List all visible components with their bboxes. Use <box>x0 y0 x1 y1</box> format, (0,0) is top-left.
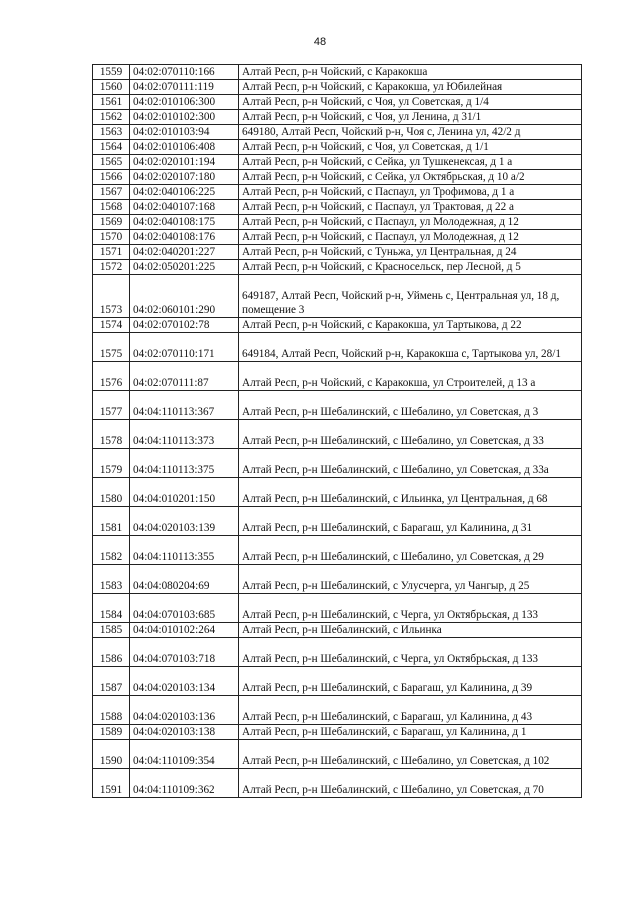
cadastral-number-cell: 04:04:110113:355 <box>130 536 239 565</box>
row-number-cell: 1578 <box>93 420 130 449</box>
cadastral-number-cell: 04:02:010106:408 <box>130 140 239 155</box>
cadastral-number-cell: 04:04:020103:136 <box>130 696 239 725</box>
table-row <box>93 362 582 391</box>
row-number-cell: 1574 <box>93 318 130 333</box>
table-row <box>93 155 582 170</box>
cadastral-number-cell: 04:02:010102:300 <box>130 110 239 125</box>
address-cell: Алтай Респ, р-н Чойский, с Сейка, ул Октябрьская, д 10 а/2 <box>239 170 582 185</box>
cadastral-number-cell: 04:02:020107:180 <box>130 170 239 185</box>
row-number-cell: 1589 <box>93 725 130 740</box>
table-row <box>93 667 582 696</box>
address-cell: Алтай Респ, р-н Шебалинский, с Барагаш, ул Калинина, д 43 <box>239 696 582 725</box>
cadastral-number-cell: 04:04:080204:69 <box>130 565 239 594</box>
row-number-cell: 1580 <box>93 478 130 507</box>
cadastral-number-cell: 04:04:110113:367 <box>130 391 239 420</box>
table-row <box>93 260 582 275</box>
table-row <box>93 185 582 200</box>
address-cell: Алтай Респ, р-н Шебалинский, с Ильинка, ул Центральная, д 68 <box>239 478 582 507</box>
address-cell: Алтай Респ, р-н Шебалинский, с Барагаш, ул Калинина, д 39 <box>239 667 582 696</box>
table-row <box>93 230 582 245</box>
row-number-cell: 1559 <box>93 65 130 80</box>
row-number-cell: 1585 <box>93 623 130 638</box>
cadastral-number-cell: 04:02:040107:168 <box>130 200 239 215</box>
cadastral-number-cell: 04:04:110109:362 <box>130 769 239 798</box>
table-row <box>93 449 582 478</box>
address-cell: Алтай Респ, р-н Чойский, с Каракокша, ул Тартыкова, д 22 <box>239 318 582 333</box>
address-cell: Алтай Респ, р-н Чойский, с Паспаул, ул Молодежная, д 12 <box>239 215 582 230</box>
row-number-cell: 1587 <box>93 667 130 696</box>
row-number-cell: 1575 <box>93 333 130 362</box>
row-number-cell: 1567 <box>93 185 130 200</box>
row-number-cell: 1563 <box>93 125 130 140</box>
address-cell: Алтай Респ, р-н Шебалинский, с Шебалино, ул Советская, д 102 <box>239 740 582 769</box>
cadastral-number-cell: 04:02:070102:78 <box>130 318 239 333</box>
row-number-cell: 1568 <box>93 200 130 215</box>
table-row <box>93 769 582 798</box>
table-row <box>93 740 582 769</box>
table-row <box>93 318 582 333</box>
address-cell: Алтай Респ, р-н Чойский, с Сейка, ул Тушкенексая, д 1 а <box>239 155 582 170</box>
cadastral-number-cell: 04:04:010102:264 <box>130 623 239 638</box>
address-cell: Алтай Респ, р-н Шебалинский, с Ильинка <box>239 623 582 638</box>
cadastral-number-cell: 04:02:040108:176 <box>130 230 239 245</box>
table-row <box>93 245 582 260</box>
cadastral-number-cell: 04:02:010106:300 <box>130 95 239 110</box>
table-row <box>93 95 582 110</box>
table-row <box>93 536 582 565</box>
page-number: 48 <box>313 36 327 48</box>
cadastral-number-cell: 04:04:110113:375 <box>130 449 239 478</box>
cadastral-number-cell: 04:04:020103:134 <box>130 667 239 696</box>
cadastral-number-cell: 04:02:040201:227 <box>130 245 239 260</box>
registry-table-body <box>93 65 582 798</box>
address-cell: Алтай Респ, р-н Шебалинский, с Барагаш, ул Калинина, д 1 <box>239 725 582 740</box>
row-number-cell: 1576 <box>93 362 130 391</box>
address-cell: 649184, Алтай Респ, Чойский р-н, Каракокша с, Тартыкова ул, 28/1 <box>239 333 582 362</box>
table-row <box>93 80 582 95</box>
table-row <box>93 125 582 140</box>
row-number-cell: 1562 <box>93 110 130 125</box>
cadastral-number-cell: 04:02:060101:290 <box>130 275 239 318</box>
cadastral-number-cell: 04:04:010201:150 <box>130 478 239 507</box>
address-cell: Алтай Респ, р-н Шебалинский, с Шебалино, ул Советская, д 3 <box>239 391 582 420</box>
cadastral-number-cell: 04:02:040106:225 <box>130 185 239 200</box>
cadastral-number-cell: 04:02:010103:94 <box>130 125 239 140</box>
row-number-cell: 1571 <box>93 245 130 260</box>
address-cell: Алтай Респ, р-н Чойский, с Чоя, ул Советская, д 1/4 <box>239 95 582 110</box>
cadastral-number-cell: 04:04:020103:138 <box>130 725 239 740</box>
cadastral-number-cell: 04:02:040108:175 <box>130 215 239 230</box>
address-cell: Алтай Респ, р-н Чойский, с Паспаул, ул Трофимова, д 1 а <box>239 185 582 200</box>
row-number-cell: 1561 <box>93 95 130 110</box>
cadastral-number-cell: 04:04:070103:685 <box>130 594 239 623</box>
row-number-cell: 1588 <box>93 696 130 725</box>
table-row <box>93 623 582 638</box>
table-row <box>93 215 582 230</box>
address-cell: Алтай Респ, р-н Шебалинский, с Шебалино, ул Советская, д 33а <box>239 449 582 478</box>
cadastral-number-cell: 04:04:070103:718 <box>130 638 239 667</box>
address-cell: Алтай Респ, р-н Шебалинский, с Барагаш, ул Калинина, д 31 <box>239 507 582 536</box>
cadastral-number-cell: 04:04:110113:373 <box>130 420 239 449</box>
row-number-cell: 1584 <box>93 594 130 623</box>
row-number-cell: 1579 <box>93 449 130 478</box>
address-cell: Алтай Респ, р-н Чойский, с Красносельск, пер Лесной, д 5 <box>239 260 582 275</box>
address-cell: Алтай Респ, р-н Чойский, с Чоя, ул Советская, д 1/1 <box>239 140 582 155</box>
table-row <box>93 391 582 420</box>
table-row <box>93 110 582 125</box>
table-row <box>93 170 582 185</box>
address-cell: Алтай Респ, р-н Шебалинский, с Черга, ул Октябрьская, д 133 <box>239 594 582 623</box>
row-number-cell: 1573 <box>93 275 130 318</box>
row-number-cell: 1577 <box>93 391 130 420</box>
row-number-cell: 1591 <box>93 769 130 798</box>
table-row <box>93 420 582 449</box>
address-cell: Алтай Респ, р-н Чойский, с Паспаул, ул Молодежная, д 12 <box>239 230 582 245</box>
table-row <box>93 696 582 725</box>
table-row <box>93 594 582 623</box>
row-number-cell: 1560 <box>93 80 130 95</box>
cadastral-number-cell: 04:02:070111:119 <box>130 80 239 95</box>
cadastral-number-cell: 04:02:020101:194 <box>130 155 239 170</box>
row-number-cell: 1572 <box>93 260 130 275</box>
cadastral-number-cell: 04:04:020103:139 <box>130 507 239 536</box>
address-cell: Алтай Респ, р-н Шебалинский, с Шебалино, ул Советская, д 70 <box>239 769 582 798</box>
address-cell: Алтай Респ, р-н Чойский, с Каракокша <box>239 65 582 80</box>
table-row <box>93 65 582 80</box>
address-cell: Алтай Респ, р-н Чойский, с Чоя, ул Ленина, д 31/1 <box>239 110 582 125</box>
row-number-cell: 1569 <box>93 215 130 230</box>
row-number-cell: 1590 <box>93 740 130 769</box>
table-row <box>93 565 582 594</box>
cadastral-number-cell: 04:02:070110:171 <box>130 333 239 362</box>
address-cell: 649187, Алтай Респ, Чойский р-н, Уймень с, Центральная ул, 18 д, помещение 3 <box>239 275 582 318</box>
address-cell: Алтай Респ, р-н Шебалинский, с Шебалино, ул Советская, д 33 <box>239 420 582 449</box>
address-cell: Алтай Респ, р-н Чойский, с Каракокша, ул Строителей, д 13 а <box>239 362 582 391</box>
row-number-cell: 1570 <box>93 230 130 245</box>
table-row <box>93 478 582 507</box>
table-row <box>93 275 582 318</box>
row-number-cell: 1581 <box>93 507 130 536</box>
address-cell: Алтай Респ, р-н Шебалинский, с Черга, ул Октябрьская, д 133 <box>239 638 582 667</box>
row-number-cell: 1582 <box>93 536 130 565</box>
table-row <box>93 140 582 155</box>
table-row <box>93 333 582 362</box>
address-cell: 649180, Алтай Респ, Чойский р-н, Чоя с, Ленина ул, 42/2 д <box>239 125 582 140</box>
cadastral-number-cell: 04:02:070111:87 <box>130 362 239 391</box>
row-number-cell: 1583 <box>93 565 130 594</box>
table-row <box>93 507 582 536</box>
table-row <box>93 200 582 215</box>
address-cell: Алтай Респ, р-н Шебалинский, с Шебалино, ул Советская, д 29 <box>239 536 582 565</box>
cadastral-number-cell: 04:02:050201:225 <box>130 260 239 275</box>
address-cell: Алтай Респ, р-н Шебалинский, с Улусчерга, ул Чангыр, д 25 <box>239 565 582 594</box>
cadastral-number-cell: 04:04:110109:354 <box>130 740 239 769</box>
registry-table <box>92 64 582 798</box>
address-cell: Алтай Респ, р-н Чойский, с Туньжа, ул Центральная, д 24 <box>239 245 582 260</box>
table-row <box>93 725 582 740</box>
row-number-cell: 1565 <box>93 155 130 170</box>
row-number-cell: 1566 <box>93 170 130 185</box>
cadastral-number-cell: 04:02:070110:166 <box>130 65 239 80</box>
row-number-cell: 1564 <box>93 140 130 155</box>
row-number-cell: 1586 <box>93 638 130 667</box>
address-cell: Алтай Респ, р-н Чойский, с Паспаул, ул Трактовая, д 22 а <box>239 200 582 215</box>
table-row <box>93 638 582 667</box>
address-cell: Алтай Респ, р-н Чойский, с Каракокша, ул Юбилейная <box>239 80 582 95</box>
